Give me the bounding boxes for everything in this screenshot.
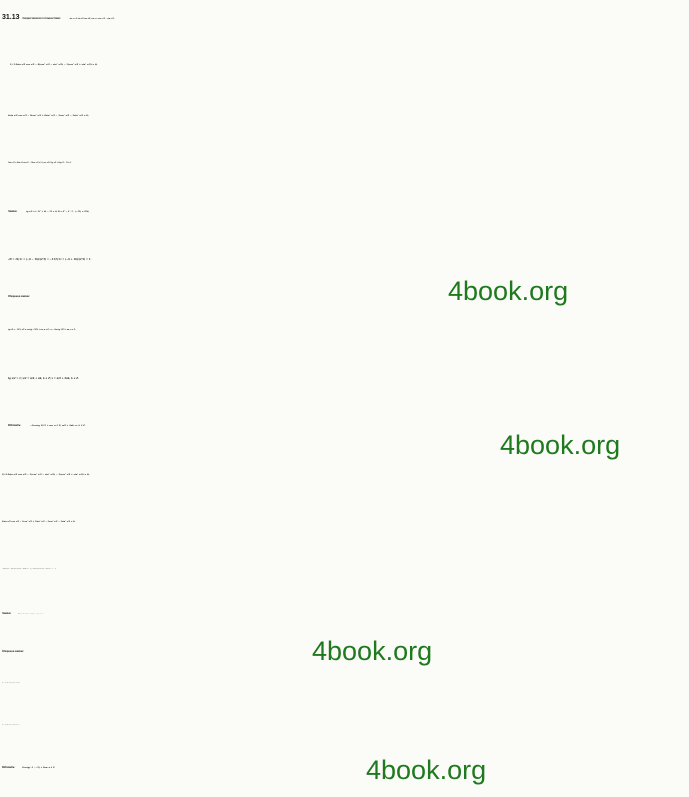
- part2-reverse-label: Обернена заміна:: [2, 650, 24, 653]
- part1-answer-text: −2arctg 11/5 + πn, n ∈ Z; π/2 + 2πk, n, k ∈ Z.: [30, 424, 86, 427]
- part1-roots: √D = 16; t₁ = (−6 − 16)/(2·5) = −11/5; t₂ = (−6 + 16)/(2·5) = 1.: [8, 258, 92, 261]
- part1-substitution-label: Заміна:: [8, 210, 18, 213]
- part2-line-3: −8cos² x/2 + 4sin x/2 cos x/2 + 2sin² x/2 = 0 |: 2cos² x/2; tg² x/2 + 2tg x/2 − 4 = 0.: [2, 569, 56, 570]
- intro-formula: sin x = 2 sin x/2 cos x/2; cos x = cos² x/2 − sin² x/2.: [69, 19, 115, 20]
- part1-reverse-line-1: tg x/2 = −11/5; x/2 = arctg(−11/5) + πn, n ∈ Z; x = −2arctg 11/5 + πn, n ∈ Z;: [8, 330, 76, 331]
- watermark-2: 4book.org: [500, 430, 621, 460]
- part2-line-2: 4sin x/2 cos x/2 − 5cos² x/2 + 5sin² x/2 − 3cos² x/2 − 3sin² x/2 = 0;: [2, 521, 76, 523]
- watermark-4: 4book.org: [366, 755, 487, 785]
- watermark-1: 4book.org: [448, 276, 569, 306]
- part2-answer-text: 2arctg(−1 − √5) + 2πn, n ∈ Z.: [22, 767, 56, 769]
- part2-line-1: 2) 2·2sin x/2 cos x/2 − 5(cos² x/2 − sin² x/2) − 3(cos² x/2 + sin² x/2) = 0;: [2, 473, 90, 476]
- part1-line-2: 6sin x/2 cos x/2 − 8cos² x/2 + 8sin² x/2 − 3cos² x/2 − 3sin² x/2 = 0;: [8, 114, 89, 117]
- part2-substitution: [2, 612, 689, 615]
- part2-answer-label: Відповідь:: [2, 766, 16, 769]
- part1-substitution: [8, 210, 689, 213]
- watermark-3: 4book.org: [312, 636, 433, 666]
- part1-answer-label: Відповідь:: [8, 424, 22, 427]
- part2-substitution-text: [18, 614, 43, 615]
- part1-line-3: 5sin² x/2 + 6sin x/2 cos x/2 − 11cos² x/2 = 0 |: cos² x/2; 5tg² x/2 + 6tg x/2 − 11 = 0.: [8, 163, 72, 164]
- task-header: [2, 14, 689, 21]
- part1-line-1: 1) 3·2sin x/2 cos x/2 − 8(cos² x/2 − sin² x/2) − 3(cos² x/2 + sin² x/2) = 0;: [10, 63, 98, 66]
- part2-answer: [2, 766, 689, 769]
- part2-substitution-label: Заміна:: [2, 612, 12, 615]
- part1-reverse-label: Обернена заміна:: [8, 295, 30, 298]
- part1-substitution-text: tg x/2 = t. 5t² + 6t − 11 = 0; D = 6² − 4 · 5 · (−11) = 256;: [26, 211, 90, 213]
- intro-label: Скористаємося тотожностями:: [22, 17, 61, 20]
- part1-answer: [8, 424, 689, 427]
- part1-reverse-line-2: tg x/2 = 1; x/2 = π/4 + πk, k ∈ Z; x = π/2 + 2πk, k ∈ Z.: [8, 377, 79, 380]
- task-number: 31.13: [2, 14, 20, 21]
